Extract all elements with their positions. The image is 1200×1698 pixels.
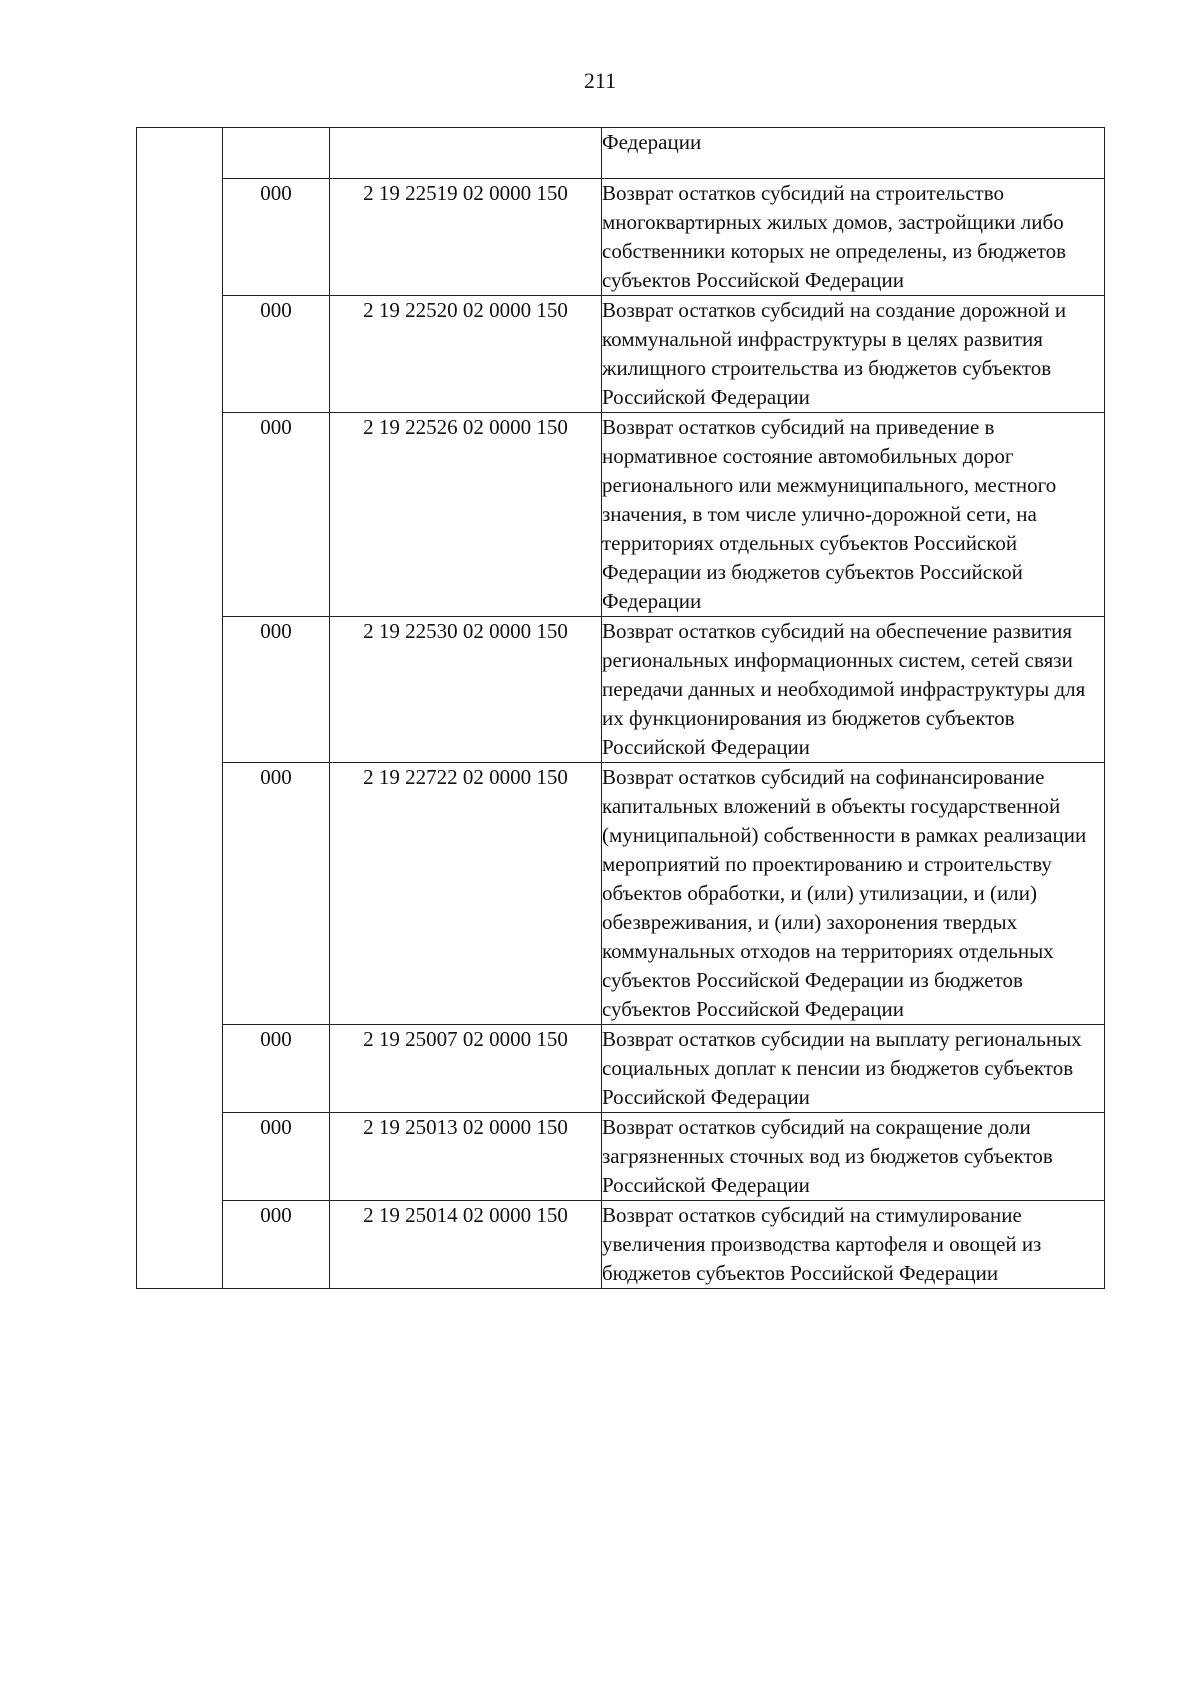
- table-row: [137, 617, 1105, 763]
- table-row-continuation: [137, 128, 1105, 179]
- revenue-name-cell: Возврат остатков субсидий на сокращение доли загрязненных сточных вод из бюджетов субъектов Российской Федерации: [602, 1113, 1105, 1201]
- classification-code-cell: 2 19 25014 02 0000 150: [330, 1201, 602, 1289]
- table-row: [137, 413, 1105, 617]
- table-row: [137, 179, 1105, 296]
- classification-code-cell: 2 19 22526 02 0000 150: [330, 413, 602, 617]
- revenue-name-cell: Возврат остатков субсидий на софинансирование капитальных вложений в объекты государственной (муниципальной) собственности в рамках реализации мероприятий по проектированию и строительству объектов обработки, и (или) утилизации, и (или) обезвреживания, и (или) захоронения твердых коммунальных отходов на территориях отдельных субъектов Российской Федерации из бюджетов субъектов Российской Федерации: [602, 763, 1105, 1025]
- budget-classification-table: [136, 127, 1104, 1289]
- name-cell-continuation: Федерации: [602, 128, 1105, 179]
- classification-code-cell: 2 19 25013 02 0000 150: [330, 1113, 602, 1201]
- revenue-name-cell: Возврат остатков субсидий на создание дорожной и коммунальной инфраструктуры в целях развития жилищного строительства из бюджетов субъектов Российской Федерации: [602, 296, 1105, 413]
- admin-code-cell: 000: [223, 1113, 330, 1201]
- classification-code-cell: 2 19 25007 02 0000 150: [330, 1025, 602, 1113]
- classification-code-cell: 2 19 22530 02 0000 150: [330, 617, 602, 763]
- table-row: [137, 1201, 1105, 1289]
- admin-code-cell: 000: [223, 763, 330, 1025]
- revenue-name-cell: Возврат остатков субсидий на приведение в нормативное состояние автомобильных дорог регионального или межмуниципального, местного значения, в том числе улично-дорожной сети, на территориях отдельных субъектов Российской Федерации из бюджетов субъектов Российской Федерации: [602, 413, 1105, 617]
- admin-cell-empty: [223, 128, 330, 179]
- admin-code-cell: 000: [223, 413, 330, 617]
- table-row: [137, 1025, 1105, 1113]
- page-number: 211: [583, 68, 617, 93]
- table-row: [137, 763, 1105, 1025]
- admin-code-cell: 000: [223, 296, 330, 413]
- code-cell-empty: [330, 128, 602, 179]
- classification-code-cell: 2 19 22520 02 0000 150: [330, 296, 602, 413]
- revenue-name-cell: Возврат остатков субсидий на строительство многоквартирных жилых домов, застройщики либо собственники которых не определены, из бюджетов субъектов Российской Федерации: [602, 179, 1105, 296]
- merged-blank-column: [137, 128, 223, 1289]
- admin-code-cell: 000: [223, 617, 330, 763]
- admin-code-cell: 000: [223, 1025, 330, 1113]
- admin-code-cell: 000: [223, 1201, 330, 1289]
- revenue-name-cell: Возврат остатков субсидий на обеспечение развития региональных информационных систем, сетей связи передачи данных и необходимой инфраструктуры для их функционирования из бюджетов субъектов Российской Федерации: [602, 617, 1105, 763]
- table-row: [137, 1113, 1105, 1201]
- budget-table: [136, 127, 1105, 1289]
- admin-code-cell: 000: [223, 179, 330, 296]
- classification-code-cell: 2 19 22722 02 0000 150: [330, 763, 602, 1025]
- classification-code-cell: 2 19 22519 02 0000 150: [330, 179, 602, 296]
- table-row: [137, 296, 1105, 413]
- revenue-name-cell: Возврат остатков субсидии на выплату региональных социальных доплат к пенсии из бюджетов субъектов Российской Федерации: [602, 1025, 1105, 1113]
- revenue-name-cell: Возврат остатков субсидий на стимулирование увеличения производства картофеля и овощей из бюджетов субъектов Российской Федерации: [602, 1201, 1105, 1289]
